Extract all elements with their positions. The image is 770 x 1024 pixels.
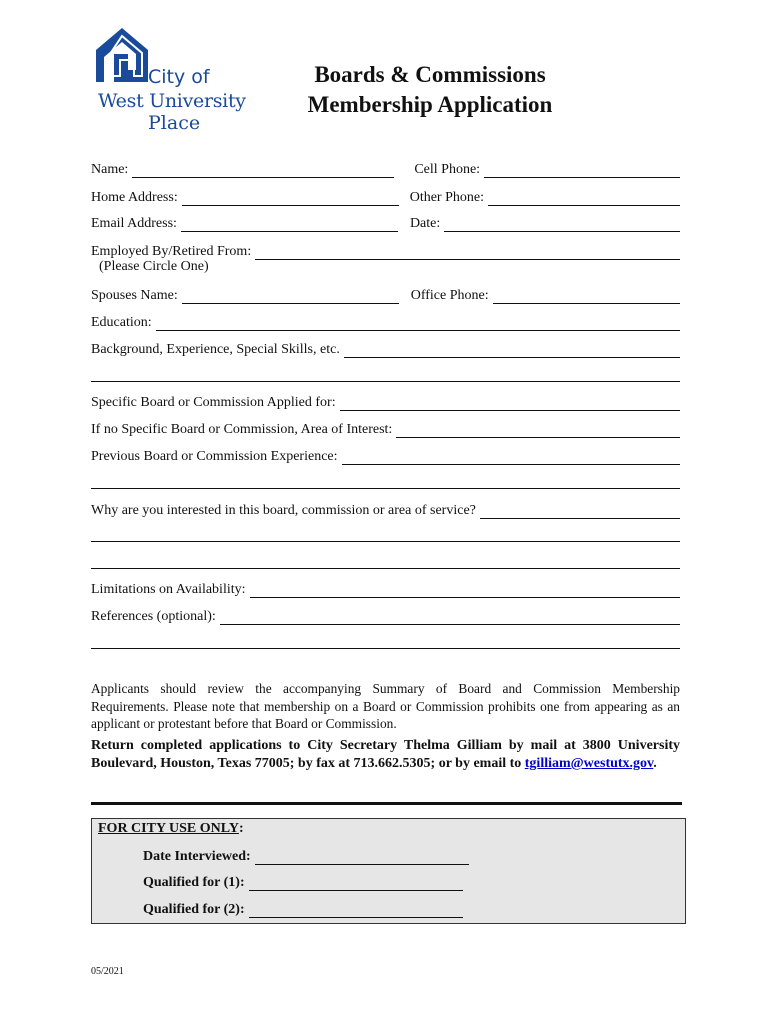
employed-label: Employed By/Retired From: <box>91 244 252 259</box>
row-why-interested <box>91 499 680 519</box>
date-label: Date: <box>409 216 441 231</box>
previous-experience-label: Previous Board or Commission Experience: <box>91 449 338 464</box>
limitations-label: Limitations on Availability: <box>91 582 246 597</box>
previous-experience-field[interactable] <box>342 450 680 465</box>
row-previous <box>91 445 680 465</box>
background-field[interactable] <box>344 343 680 358</box>
qualified-2-row <box>143 898 473 918</box>
background-field-line-2[interactable] <box>91 380 680 382</box>
city-use-title-text: FOR CITY USE ONLY <box>98 821 239 836</box>
why-interested-label: Why are you interested in this board, commission or area of service? <box>91 503 476 518</box>
area-interest-field[interactable] <box>396 423 680 438</box>
education-field[interactable] <box>156 316 680 331</box>
page-title <box>280 60 580 120</box>
date-field[interactable] <box>444 217 680 232</box>
row-home-other <box>91 186 680 206</box>
membership-notice: Applicants should review the accompanying Summary of Board and Commission Membership Requirements. Please note that membership on a Board or Commission prohibits one from appearing as an applicant or protestant before that Board or Commission. <box>91 681 680 731</box>
row-background <box>91 338 680 358</box>
other-phone-field[interactable] <box>488 191 680 206</box>
return-text: Return completed applications to City Secretary Thelma Gilliam by mail at 3800 University Boulevard, Houston, Texas 77005; by fax at 713.662.5305; or by email to <box>91 738 680 771</box>
qualified-1-label: Qualified for (1): <box>143 875 245 890</box>
city-use-box <box>91 818 686 924</box>
office-phone-label: Office Phone: <box>410 288 489 303</box>
city-use-title-colon: : <box>238 821 244 836</box>
circle-one-note: (Please Circle One) <box>99 259 209 274</box>
specific-board-field[interactable] <box>340 396 680 411</box>
title-line-2: Membership Application <box>307 92 553 117</box>
name-field[interactable] <box>132 163 394 178</box>
logo-city-text: City of <box>148 66 210 88</box>
house-logo-icon <box>92 24 152 84</box>
date-interviewed-label: Date Interviewed: <box>143 849 251 864</box>
return-end: . <box>653 756 657 771</box>
title-line-1: Boards & Commissions <box>314 62 546 87</box>
row-email-date <box>91 212 680 232</box>
row-employed <box>91 240 680 260</box>
references-line-2[interactable] <box>91 647 680 649</box>
email-address-field[interactable] <box>181 217 398 232</box>
row-education <box>91 311 680 331</box>
home-address-label: Home Address: <box>91 190 178 205</box>
version-footer: 05/2021 <box>91 966 124 977</box>
why-interested-line-2[interactable] <box>91 540 680 542</box>
spouses-name-field[interactable] <box>182 289 399 304</box>
references-field[interactable] <box>220 610 680 625</box>
qualified-1-row <box>143 871 473 891</box>
row-references <box>91 605 680 625</box>
date-interviewed-field[interactable] <box>255 850 469 865</box>
limitations-field[interactable] <box>250 583 680 598</box>
logo-place-text: Place <box>148 112 201 134</box>
area-interest-label: If no Specific Board or Commission, Area of Interest: <box>91 422 393 437</box>
email-address-label: Email Address: <box>91 216 177 231</box>
qualified-2-label: Qualified for (2): <box>143 902 245 917</box>
office-phone-field[interactable] <box>493 289 680 304</box>
references-label: References (optional): <box>91 609 216 624</box>
row-name-cell <box>91 158 680 178</box>
return-email-link[interactable]: tgilliam@westutx.gov <box>524 756 654 771</box>
qualified-1-field[interactable] <box>249 876 463 891</box>
education-label: Education: <box>91 315 152 330</box>
why-interested-field[interactable] <box>480 504 680 519</box>
row-spouse-office <box>91 284 680 304</box>
cell-phone-label: Cell Phone: <box>414 162 481 177</box>
other-phone-label: Other Phone: <box>409 190 484 205</box>
row-limitations <box>91 578 680 598</box>
cell-phone-field[interactable] <box>484 163 680 178</box>
background-label: Background, Experience, Special Skills, etc. <box>91 342 340 357</box>
return-instructions <box>91 737 680 773</box>
why-interested-line-3[interactable] <box>91 567 680 569</box>
date-interviewed-row <box>143 845 473 865</box>
row-area-interest <box>91 418 680 438</box>
home-address-field[interactable] <box>182 191 399 206</box>
row-specific-board <box>91 391 680 411</box>
qualified-2-field[interactable] <box>249 903 463 918</box>
employed-field[interactable] <box>255 245 680 260</box>
city-use-title <box>98 821 244 837</box>
logo-wu-text: West University <box>98 90 246 112</box>
section-divider <box>91 802 682 805</box>
spouses-name-label: Spouses Name: <box>91 288 178 303</box>
specific-board-label: Specific Board or Commission Applied for: <box>91 395 336 410</box>
previous-experience-line-2[interactable] <box>91 487 680 489</box>
city-logo <box>92 24 252 136</box>
name-label: Name: <box>91 162 129 177</box>
